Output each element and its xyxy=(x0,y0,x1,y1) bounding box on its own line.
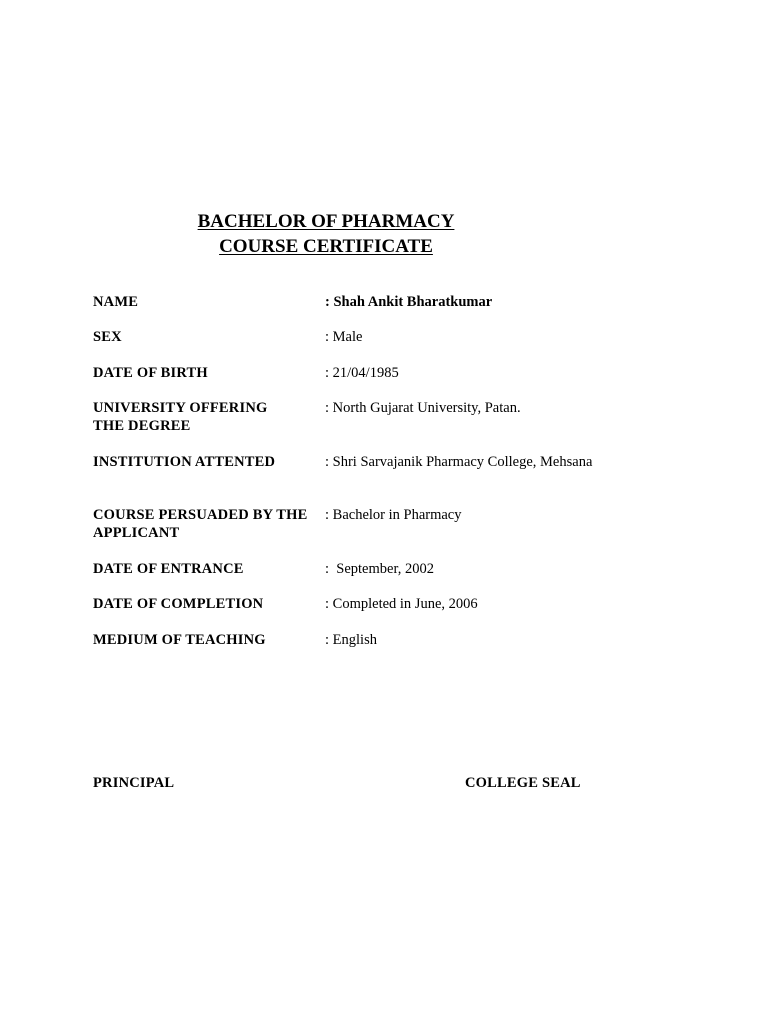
signature-college-seal: COLLEGE SEAL xyxy=(465,775,581,791)
field-label-date-of-completion: DATE OF COMPLETION xyxy=(93,596,264,612)
field-value-date-of-birth: : 21/04/1985 xyxy=(325,365,399,381)
field-label-medium-of-teaching: MEDIUM OF TEACHING xyxy=(93,632,266,648)
field-value-date-of-entrance: : September, 2002 xyxy=(325,561,434,577)
field-value-sex: : Male xyxy=(325,329,363,345)
field-value-date-of-completion: : Completed in June, 2006 xyxy=(325,596,478,612)
field-value-university: : North Gujarat University, Patan. xyxy=(325,400,521,416)
field-value-institution: : Shri Sarvajanik Pharmacy College, Mehsana xyxy=(325,454,593,470)
document-title-line2: COURSE CERTIFICATE xyxy=(219,236,433,257)
field-label-institution: INSTITUTION ATTENTED xyxy=(93,454,276,470)
field-label-name: NAME xyxy=(93,294,139,310)
field-label-university: UNIVERSITY OFFERING THE DEGREE xyxy=(93,400,268,434)
field-label-sex: SEX xyxy=(93,329,122,345)
field-value-medium-of-teaching: : English xyxy=(325,632,377,648)
field-label-course: COURSE PERSUADED BY THE APPLICANT xyxy=(93,507,308,541)
field-value-course: : Bachelor in Pharmacy xyxy=(325,507,462,523)
field-label-date-of-birth: DATE OF BIRTH xyxy=(93,365,208,381)
document-title-line1: BACHELOR OF PHARMACY xyxy=(197,211,455,232)
signature-principal: PRINCIPAL xyxy=(93,775,175,791)
field-value-name: : Shah Ankit Bharatkumar xyxy=(325,294,493,310)
field-label-date-of-entrance: DATE OF ENTRANCE xyxy=(93,561,244,577)
